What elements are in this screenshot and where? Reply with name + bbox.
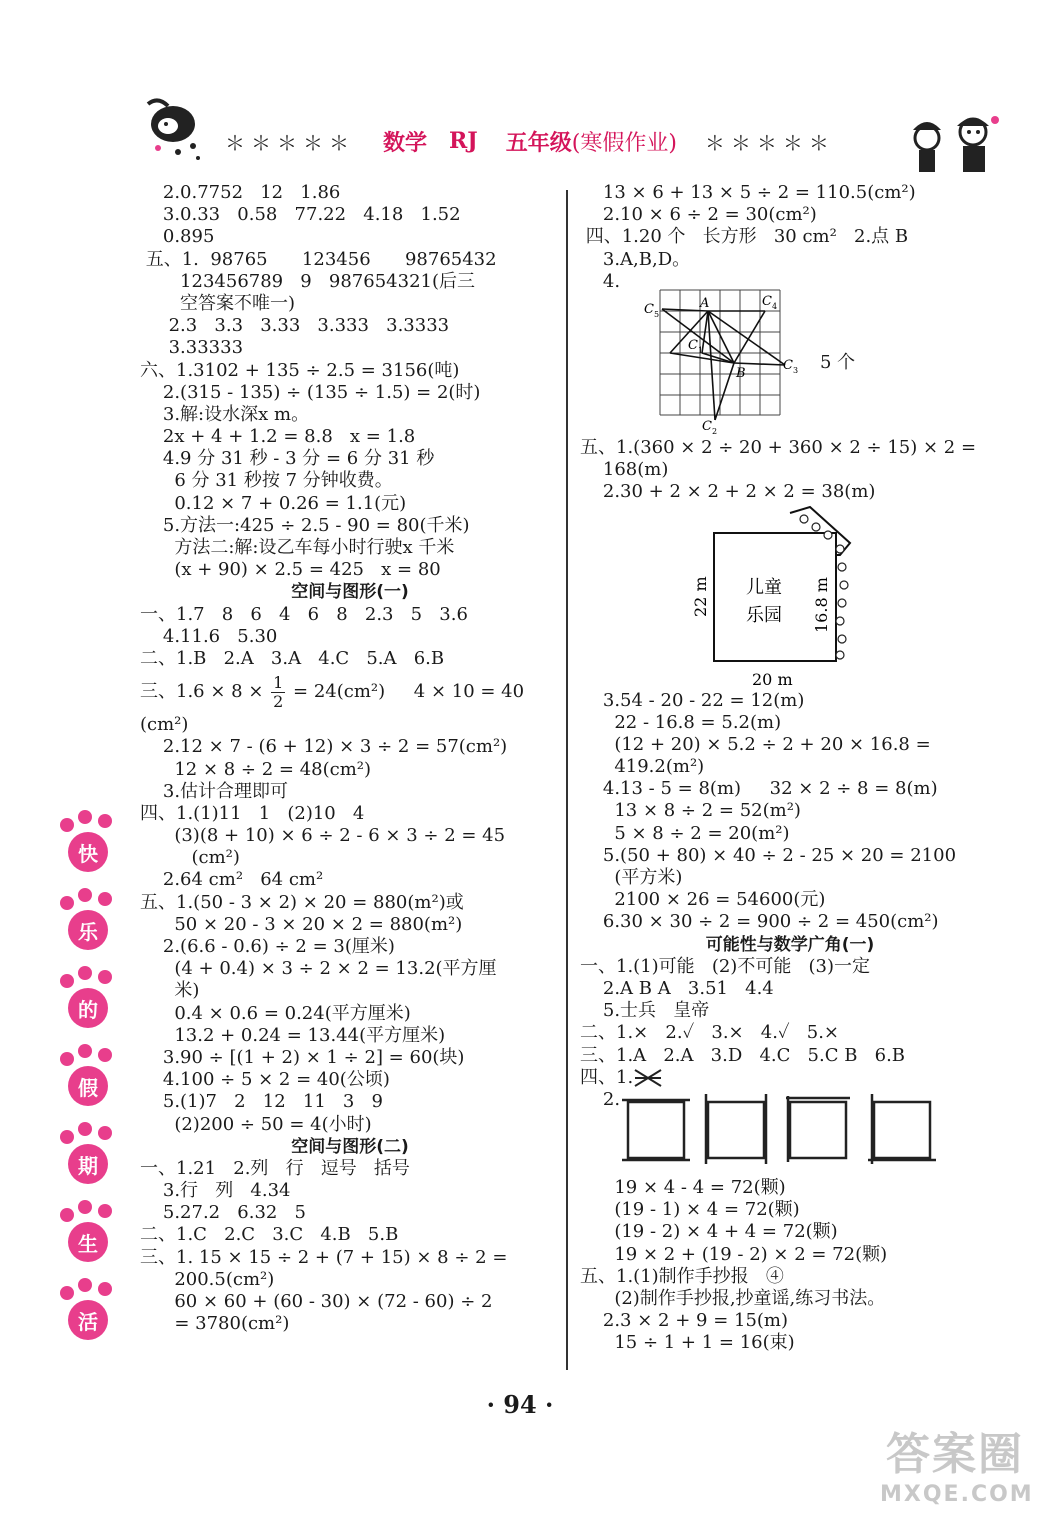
answer-line-fraction (140, 670, 560, 714)
paw-char: 乐 (68, 910, 108, 950)
answer-line: (2)200 ÷ 50 = 4(小时) (140, 1113, 372, 1135)
answer-line: (4 + 0.4) × 3 ÷ 2 × 2 = 13.2(平方厘 (140, 958, 497, 980)
header-grade: 五年级 (505, 129, 572, 156)
answer-line: 0.4 × 0.6 = 0.24(平方厘米) (140, 1002, 411, 1024)
section-title: 空间与图形(一) (291, 582, 409, 603)
answer-line: 2.0.7752 12 1.86 (140, 182, 341, 203)
park-figure (690, 505, 880, 690)
answer-line: 4. (580, 270, 621, 292)
grid-figure (640, 285, 800, 435)
answer-line: 5.方法一:425 ÷ 2.5 - 90 = 80(千米) (140, 514, 470, 536)
answer-line: 4.100 ÷ 5 × 2 = 40(公顷) (140, 1069, 390, 1091)
answer-line: 200.5(cm²) (140, 1268, 275, 1290)
answer-line: (3)(8 + 10) × 6 ÷ 2 - 6 × 3 ÷ 2 = 45 (140, 825, 506, 847)
answer-line: 2x + 4 + 1.2 = 8.8 x = 1.8 (140, 426, 416, 448)
answer-line: (x + 90) × 2.5 = 425 x = 80 (140, 559, 441, 581)
answer-line: (2)制作手抄报,抄童谣,练习书法。 (580, 1288, 886, 1309)
answer-line: 六、1.3102 + 135 ÷ 2.5 = 3156(吨) (140, 359, 460, 381)
boxes-label: 2. (580, 1088, 621, 1110)
park-bottom-dimension: 20 m (752, 670, 793, 689)
answer-line: 12 × 8 ÷ 2 = 48(cm²) (140, 758, 372, 780)
answer-line: 5.(1)7 2 12 11 3 9 (140, 1091, 383, 1113)
fraction (271, 674, 285, 711)
answer-line: 三、1.A 2.A 3.D 4.C 5.C B 6.B (580, 1044, 906, 1066)
answer-line: 15 ÷ 1 + 1 = 16(束) (580, 1332, 795, 1354)
fraction-line-pre: 三、1.6 × 8 × (140, 681, 270, 703)
page-number: · 94 · (486, 1390, 554, 1419)
answer-line: 三、1. 15 × 15 ÷ 2 + (7 + 15) × 8 ÷ 2 = (140, 1246, 508, 1268)
paw-char: 生 (68, 1222, 108, 1262)
answer-line: 2.A B A 3.51 4.4 (580, 977, 774, 999)
header-stars-left: ＊＊＊＊＊ (225, 130, 355, 155)
paw-char: 快 (68, 832, 108, 872)
answer-line: 13.2 + 0.24 = 13.44(平方厘米) (140, 1024, 446, 1046)
answer-line: 2.3 × 2 + 9 = 15(m) (580, 1310, 789, 1332)
cartoon-kids-icon (905, 110, 1005, 180)
point-c3-subscript: 3 (793, 366, 799, 375)
paw-icon (56, 1200, 120, 1270)
sidebar-paws (56, 810, 126, 1356)
answer-line: 5 × 8 ÷ 2 = 20(m²) (580, 822, 790, 844)
paw-icon (56, 810, 120, 880)
answer-line: 5.27.2 6.32 5 (140, 1202, 306, 1224)
header-title (225, 126, 905, 156)
answer-line: 五、1. 98765 123456 98765432 (140, 248, 497, 270)
answer-line: 19 × 2 + (19 - 2) × 2 = 72(颗) (580, 1243, 888, 1265)
answer-line: 五、1.(360 × 2 ÷ 20 + 360 × 2 ÷ 15) × 2 = (580, 436, 977, 458)
answer-line: 二、1.× 2.✓ 3.× 4.✓ 5.× (580, 1022, 839, 1044)
paw-icon (56, 1044, 120, 1114)
answer-line: 二、1.C 2.C 3.C 4.B 5.B (140, 1224, 399, 1246)
answer-line: 3.90 ÷ [(1 + 2) × 1 ÷ 2] = 60(块) (140, 1046, 465, 1068)
watermark (880, 1418, 1034, 1528)
point-c4-label: C (762, 294, 772, 309)
answer-line: 4.13 - 5 = 8(m) 32 × 2 ÷ 8 = 8(m) (580, 778, 938, 800)
point-c5-subscript: 5 (654, 310, 660, 319)
point-a-label: A (700, 296, 710, 311)
answer-line: (cm²) (140, 847, 240, 869)
answer-line: 2.10 × 6 ÷ 2 = 30(cm²) (580, 204, 817, 226)
answer-line: 3.33333 (140, 337, 244, 359)
answer-line: (cm²) (140, 714, 189, 736)
answer-line: 13 × 8 ÷ 2 = 52(m²) (580, 800, 801, 822)
answer-line: 方法二:解:设乙车每小时行驶x 千米 (140, 537, 455, 558)
point-c4-subscript: 4 (772, 302, 778, 311)
answer-line: 13 × 6 + 13 × 5 ÷ 2 = 110.5(cm²) (580, 182, 916, 203)
grid-answer-count: 5 个 (820, 352, 856, 373)
park-right-dimension: 16.8 m (812, 577, 831, 633)
column-divider (566, 190, 568, 1370)
answer-line: 3.54 - 20 - 22 = 12(m) (580, 689, 805, 711)
answer-line: 米) (140, 980, 200, 1002)
paw-char: 期 (68, 1144, 108, 1184)
answer-line: 0.12 × 7 + 0.26 = 1.1(元) (140, 492, 407, 514)
cross-label: 四、1. (580, 1066, 634, 1088)
answer-line: 2100 × 26 = 54600(元) (580, 889, 826, 911)
answer-line: 22 - 16.8 = 5.2(m) (580, 711, 782, 733)
answer-line: 4.9 分 31 秒 - 3 分 = 6 分 31 秒 (140, 448, 435, 470)
header-book-type: (寒假作业) (571, 130, 677, 156)
answer-line: 60 × 60 + (60 - 30) × (72 - 60) ÷ 2 (140, 1291, 493, 1312)
watermark-logo: 答案圈 (886, 1429, 1024, 1480)
point-b-label: B (736, 366, 746, 381)
answer-line: 2.(315 - 135) ÷ (135 ÷ 1.5) = 2(时) (140, 381, 481, 403)
answer-line: 一、1.(1)可能 (2)不可能 (3)一定 (580, 955, 870, 977)
boxes-figure (600, 1080, 980, 1170)
header-stars-right: ＊＊＊＊＊ (704, 130, 835, 155)
answer-line: 四、1.(1)11 1 (2)10 4 (140, 802, 365, 824)
park-name-line1: 儿童 (746, 577, 782, 598)
answer-line: 3.A,B,D。 (580, 248, 691, 270)
answer-line: 3.行 列 4.34 (140, 1180, 291, 1202)
answer-line: 2.3 3.3 3.33 3.333 3.3333 (140, 315, 450, 337)
answer-line: 五、1.(1)制作手抄报 ④ (580, 1265, 784, 1287)
answer-line: = 3780(cm²) (140, 1313, 290, 1335)
answer-line: (12 + 20) × 5.2 ÷ 2 + 20 × 16.8 = (580, 733, 931, 755)
point-c1-subscript: 1 (698, 346, 704, 355)
answer-line: 419.2(m²) (580, 756, 705, 778)
answer-line: 2.12 × 7 - (6 + 12) × 3 ÷ 2 = 57(cm²) (140, 736, 508, 758)
point-c1-label: C (688, 338, 698, 353)
cartoon-skunk-icon (138, 96, 218, 166)
paw-icon (56, 888, 120, 958)
paw-char: 活 (68, 1300, 108, 1340)
answer-line: 2.(6.6 - 0.6) ÷ 2 = 3(厘米) (140, 936, 395, 957)
answer-line: 0.895 (140, 226, 215, 248)
header-edition: RJ (449, 128, 478, 154)
point-c2-label: C (702, 419, 712, 434)
header-subject: 数学 (383, 129, 428, 156)
answer-line: 3.估计合理即可 (140, 780, 289, 802)
answer-line: 五、1.(50 - 3 × 2) × 20 = 880(m²)或 (140, 891, 464, 913)
section-title: 可能性与数学广角(一) (705, 934, 875, 955)
answer-line: 5.士兵 皇帝 (580, 1000, 710, 1022)
paw-icon (56, 1122, 120, 1192)
answer-line: 四、1.20 个 长方形 30 cm² 2.点 B (580, 226, 909, 248)
answer-line: 3.解:设水深x m。 (140, 403, 310, 425)
paw-char: 假 (68, 1066, 108, 1106)
park-name-line2: 乐园 (746, 605, 782, 626)
answer-line: 50 × 20 - 3 × 20 × 2 = 880(m²) (140, 913, 463, 935)
point-c2-subscript: 2 (712, 427, 718, 435)
answer-line: 4.11.6 5.30 (140, 625, 278, 647)
fraction-line-post: = 24(cm²) 4 × 10 = 40 (287, 681, 525, 703)
paw-icon (56, 966, 120, 1036)
watermark-url: MXQE.COM (880, 1482, 1034, 1507)
fraction-numerator: 1 (273, 672, 284, 692)
answer-line: (19 - 1) × 4 = 72(颗) (580, 1199, 800, 1221)
park-left-dimension: 22 m (691, 576, 710, 617)
answer-line: 一、1.7 8 6 4 6 8 2.3 5 3.6 (140, 603, 468, 625)
point-c3-label: C (783, 358, 793, 373)
answer-line: 2.30 + 2 × 2 + 2 × 2 = 38(m) (580, 481, 876, 503)
paw-char: 的 (68, 988, 108, 1028)
answer-line: (平方米) (580, 867, 683, 888)
page-header (0, 90, 1040, 180)
paw-icon (56, 1278, 120, 1348)
answer-line: 空答案不唯一) (140, 292, 296, 314)
answer-line: 3.0.33 0.58 77.22 4.18 1.52 (140, 204, 461, 226)
answer-line: 2.64 cm² 64 cm² (140, 869, 324, 891)
section-title: 空间与图形(二) (291, 1136, 409, 1157)
fraction-denominator: 2 (273, 691, 284, 711)
answer-line: 6.30 × 30 ÷ 2 = 900 ÷ 2 = 450(cm²) (580, 911, 939, 933)
answer-line: 5.(50 + 80) × 40 ÷ 2 - 25 × 20 = 2100 (580, 844, 957, 866)
answer-line: 6 分 31 秒按 7 分钟收费。 (140, 470, 393, 492)
answer-line: 一、1.21 2.列 行 逗号 括号 (140, 1157, 410, 1179)
answer-line: 19 × 4 - 4 = 72(颗) (580, 1177, 786, 1199)
left-column (140, 182, 560, 1335)
point-c5-label: C (644, 302, 654, 317)
answer-line: 168(m) (580, 459, 669, 481)
answer-line: (19 - 2) × 4 + 4 = 72(颗) (580, 1221, 838, 1243)
answer-line: 二、1.B 2.A 3.A 4.C 5.A 6.B (140, 647, 445, 669)
answer-line: 123456789 9 987654321(后三 (140, 270, 475, 292)
